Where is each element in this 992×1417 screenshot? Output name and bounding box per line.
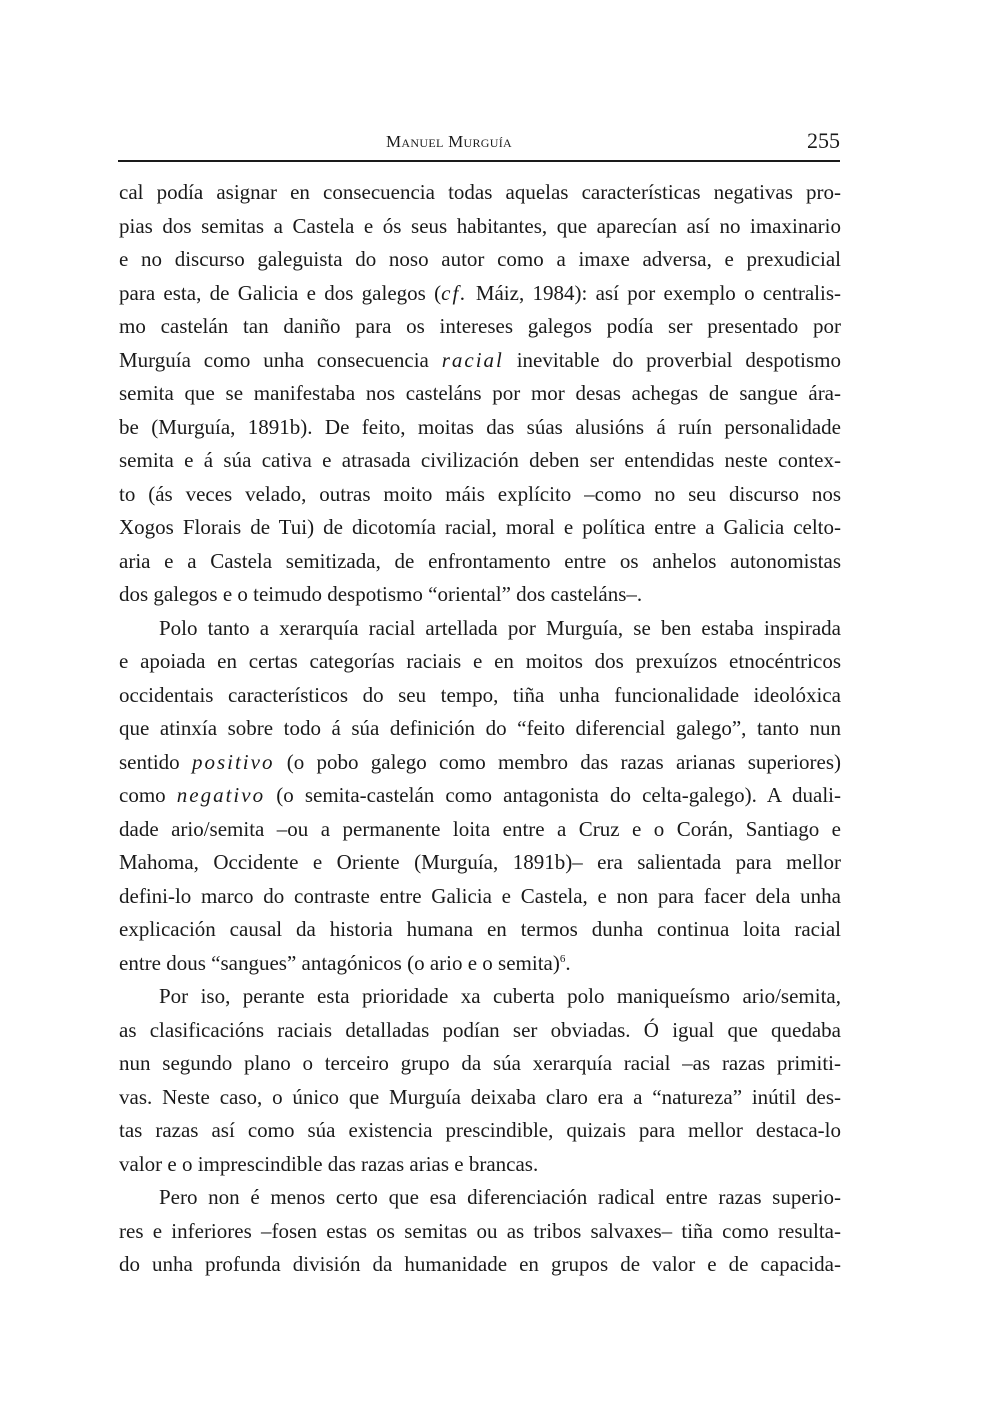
italic-abbreviation: cf. <box>441 280 468 305</box>
text-run: Máiz, 1984): así por exemplo o centralis- <box>467 280 842 305</box>
text-line: cal podía asignar en consecuencia todas aquelas características negativas pro- <box>119 180 841 204</box>
page-number: 255 <box>807 128 840 153</box>
text-line: tas razas así como súa existencia prescindible, quizais para mellor destaca-lo <box>119 1118 841 1142</box>
text-line: nun segundo plano o terceiro grupo da súa xerarquía racial –as razas primiti- <box>119 1051 841 1075</box>
text-line: dos galegos e o teimudo despotismo “oriental” dos casteláns–. <box>119 582 643 606</box>
paragraph-1 <box>119 176 841 612</box>
text-run: inevitable do proverbial despotismo <box>503 347 841 372</box>
italic-word: positivo <box>191 749 275 774</box>
text-line <box>119 277 841 311</box>
paragraph-2 <box>119 612 841 981</box>
text-line <box>119 344 841 378</box>
text-line: occidentais característicos do seu tempo, tiña unha funcionalidade ideolóxica <box>119 682 841 707</box>
text-line: as clasificacións raciais detalladas podían ser obviadas. Ó igual que quedaba <box>119 1017 841 1042</box>
text-run: sentido <box>119 749 192 774</box>
text-line: res e inferiores –fosen estas os semitas ou as tribos salvaxes– tiña como resulta- <box>119 1218 841 1243</box>
text-line <box>119 746 841 780</box>
running-header <box>118 128 840 162</box>
text-run: para esta, de Galicia e dos galegos ( <box>119 280 442 305</box>
text-line: Mahoma, Occidente e Oriente (Murguía, 1891b)– era salientada para mellor <box>119 850 841 874</box>
text-run: como <box>119 783 177 807</box>
italic-word: negativo <box>176 783 266 807</box>
text-line: semita e á súa cativa e atrasada civilización deben ser entendidas neste contex- <box>119 448 841 472</box>
text-run: Murguía como unha consecuencia <box>119 347 442 372</box>
text-line: Polo tanto a xerarquía racial artellada por Murguía, se ben estaba inspirada <box>159 615 841 640</box>
footnote-reference[interactable]: 6 <box>559 952 566 965</box>
text-line: aria e a Castela semitizada, de enfrontamento entre os anhelos autonomistas <box>119 548 841 573</box>
text-line: e apoiada en certas categorías raciais e en moitos dos prexuízos etnocéntricos <box>119 649 841 673</box>
italic-word: racial <box>441 347 504 372</box>
text-line <box>119 779 841 813</box>
text-run: (o pobo galego como membro das razas arianas superiores) <box>274 749 841 774</box>
text-line: valor e o imprescindible das razas arias e brancas. <box>119 1151 539 1176</box>
text-line: to (ás veces velado, outras moito máis explícito –como no seu discurso nos <box>119 481 841 506</box>
text-line: vas. Neste caso, o único que Murguía deixaba claro era a “natureza” inútil des- <box>119 1084 841 1109</box>
text-line <box>119 947 841 981</box>
text-line: e no discurso galeguista do noso autor como a imaxe adversa, e prexudicial <box>119 247 841 271</box>
text-run: (o semita-castelán como antagonista do celta-galego). A duali- <box>265 783 841 807</box>
body-text <box>119 176 841 1282</box>
text-line: be (Murguía, 1891b). De feito, moitas das súas alusións á ruín personalidade <box>119 414 841 439</box>
paragraph-3 <box>119 980 841 1181</box>
text-line: mo castelán tan daniño para os intereses galegos podía ser presentado por <box>119 314 841 338</box>
running-title: Manuel Murguía <box>386 132 513 151</box>
paragraph-4 <box>119 1181 841 1282</box>
text-line: Xogos Florais de Tui) de dicotomía racial, moral e política entre a Galicia celto- <box>119 515 841 539</box>
text-line: explicación causal da historia humana en termos dunha continua loita racial <box>119 917 841 941</box>
text-line: defini-lo marco do contraste entre Galicia e Castela, e non para facer dela unha <box>119 883 841 908</box>
text-line: dade ario/semita –ou a permanente loita entre a Cruz e o Corán, Santiago e <box>119 816 841 841</box>
text-line: do unha profunda división da humanidade en grupos de valor e de capacida- <box>119 1252 841 1276</box>
text-run: . <box>565 950 571 975</box>
text-run: entre dous “sangues” antagónicos (o ario e o semita) <box>119 950 560 975</box>
text-line: semita que se manifestaba nos casteláns por mor desas achegas de sangue ára- <box>119 381 841 405</box>
text-line: pias dos semitas a Castela e ós seus habitantes, que aparecían así no imaxinario <box>119 213 841 238</box>
text-line: Pero non é menos certo que esa diferenciación radical entre razas superio- <box>159 1185 841 1209</box>
text-line: Por iso, perante esta prioridade xa cuberta polo maniqueísmo ario/semita, <box>159 984 841 1008</box>
text-line: que atinxía sobre todo á súa definición do “feito diferencial galego”, tanto nun <box>119 716 841 740</box>
